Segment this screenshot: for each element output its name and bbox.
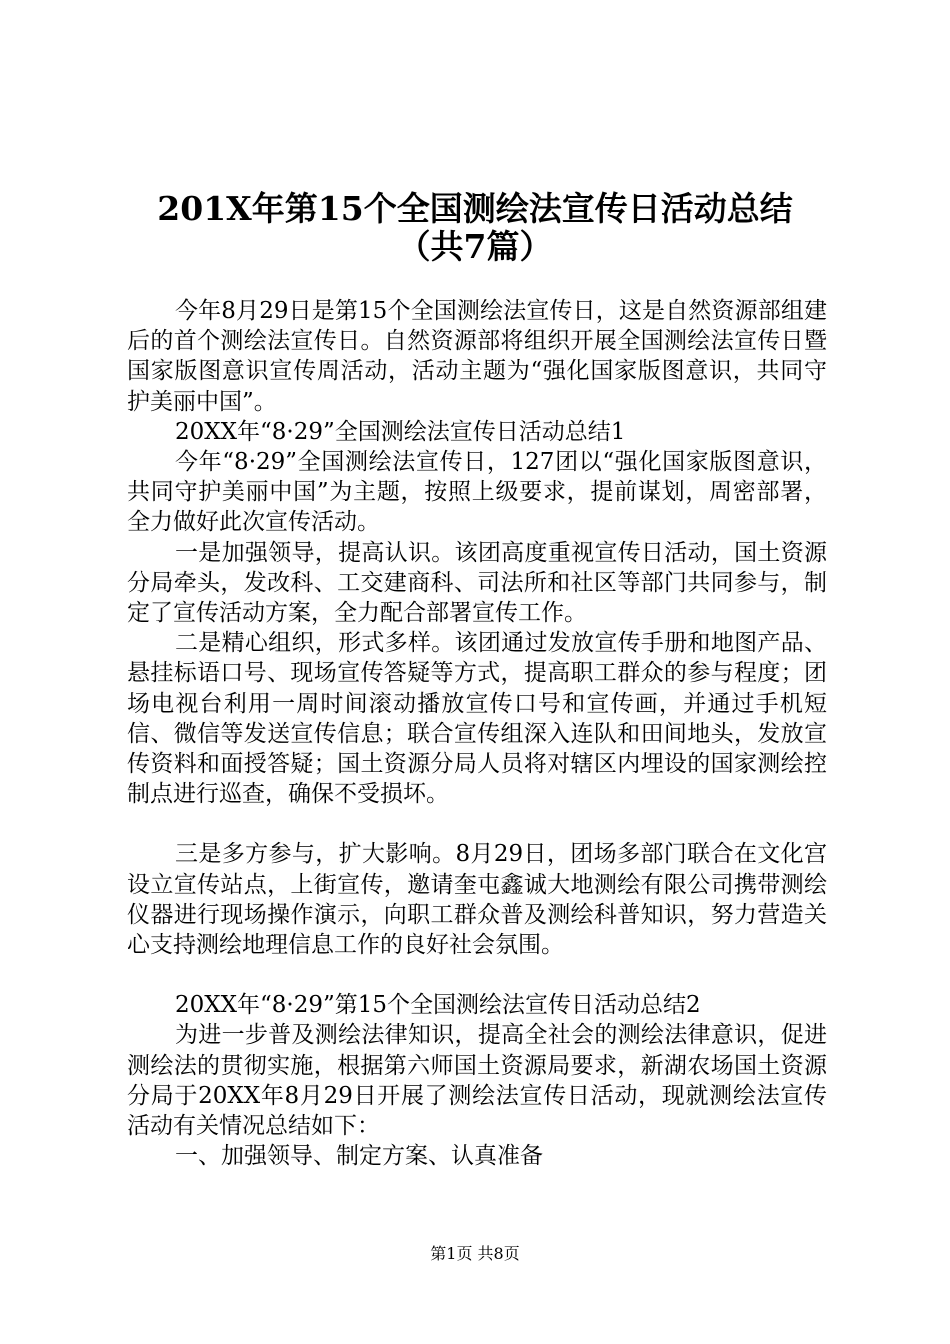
paragraph-summary-2-intro: 为进一步普及测绘法律知识，提高全社会的测绘法律意识，促进测绘法的贯彻实施，根据第六师国土资源局要求，新湖农场国土资源分局于20XX年8月29日开展了测绘法宣传日活动，现就测绘法宣传活动有关情况总结如下： [127, 1022, 827, 1140]
paragraph-summary-1-intro: 今年“8·29”全国测绘法宣传日，127团以“强化国家版图意识，共同守护美丽中国”为主题，按照上级要求，提前谋划，周密部署，全力做好此次宣传活动。 [127, 449, 827, 536]
document-title: 201X年第15个全国测绘法宣传日活动总结 [157, 189, 793, 228]
paragraph-point-3: 三是多方参与，扩大影响。8月29日，团场多部门联合在文化宫设立宣传站点，上街宣传，邀请奎屯鑫诚大地测绘有限公司携带测绘仪器进行现场操作演示，向职工群众普及测绘科普知识，努力营造关心支持测绘地理信息工作的良好社会氛围。 [127, 841, 827, 959]
paragraph-intro: 今年8月29日是第15个全国测绘法宣传日，这是自然资源部组建后的首个测绘法宣传日。自然资源部将组织开展全国测绘法宣传日暨国家版图意识宣传周活动，活动主题为“强化国家版图意识，共同守护美丽中国”。 [127, 298, 827, 415]
document-body [127, 296, 827, 1171]
paragraph-subheading: 一、加强领导、制定方案、认真准备 [175, 1143, 543, 1170]
paragraph-spacer [127, 809, 827, 839]
document-subtitle: （共7篇） [397, 227, 553, 266]
section-heading-1: 20XX年“8·29”全国测绘法宣传日活动总结1 [175, 418, 626, 445]
paragraph-spacer [127, 960, 827, 990]
section-heading-2: 20XX年“8·29”第15个全国测绘法宣传日活动总结2 [175, 992, 701, 1019]
page-footer: 第1页 共8页 [430, 1244, 520, 1263]
paragraph-point-2: 二是精心组织，形式多样。该团通过发放宣传手册和地图产品、悬挂标语口号、现场宣传答疑等方式，提高职工群众的参与程度；团场电视台利用一周时间滚动播放宣传口号和宣传画，并通过手机短信、微信等发送宣传信息；联合宣传组深入连队和田间地头，发放宣传资料和面授答疑；国土资源分局人员将对辖区内埋设的国家测绘控制点进行巡查，确保不受损坏。 [127, 630, 827, 808]
paragraph-point-1: 一是加强领导，提高认识。该团高度重视宣传日活动，国土资源分局牵头，发改科、工交建商科、司法所和社区等部门共同参与，制定了宣传活动方案，全力配合部署宣传工作。 [127, 539, 827, 627]
